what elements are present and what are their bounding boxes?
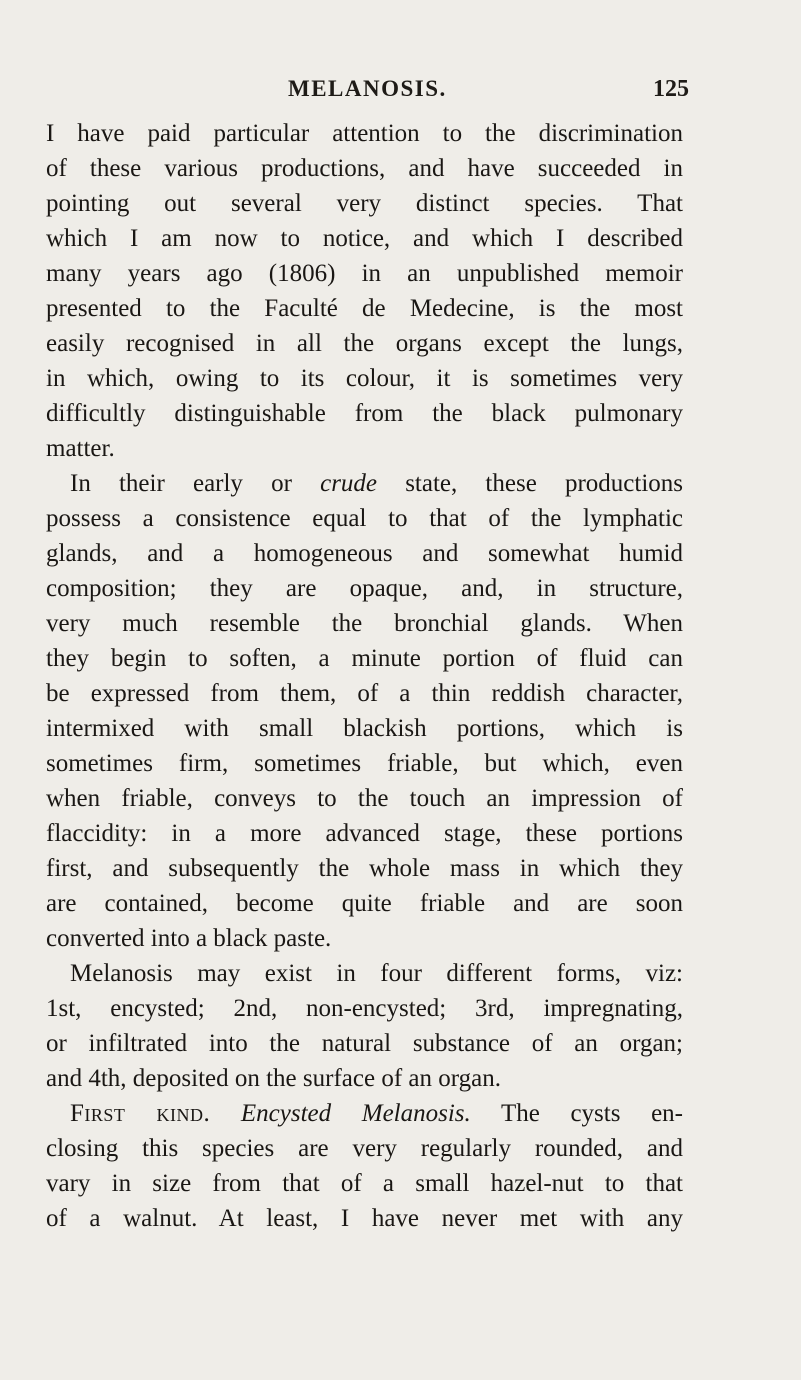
- text-line: are contained, become quite friable and are soon: [46, 890, 683, 917]
- text-line: in which, owing to its colour, it is sometimes very: [46, 365, 683, 392]
- text-line: presented to the Faculté de Medecine, is the most: [46, 295, 683, 322]
- text-line: when friable, conveys to the touch an impression of: [46, 785, 683, 812]
- text-line: many years ago (1806) in an unpublished memoir: [46, 260, 683, 287]
- text-line: vary in size from that of a small hazel-nut to that: [46, 1170, 683, 1197]
- running-head: [0, 76, 801, 112]
- text-line: first, and subsequently the whole mass in which they: [46, 855, 683, 882]
- text-segment: state, these productions: [405, 470, 684, 497]
- text-line: they begin to soften, a minute portion of fluid can: [46, 645, 683, 672]
- section-label: First kind.: [70, 1100, 211, 1127]
- text-line: easily recognised in all the organs except the lungs,: [46, 330, 683, 357]
- text-line: or infiltrated into the natural substance of an organ;: [46, 1030, 683, 1057]
- text-line: Melanosis may exist in four different forms, viz:: [70, 960, 683, 987]
- text-line: difficultly distinguishable from the black pulmonary: [46, 400, 683, 427]
- page-number: 125: [653, 76, 689, 102]
- text-line: [46, 1096, 683, 1131]
- text-line: glands, and a homogeneous and somewhat humid: [46, 540, 683, 567]
- text-line: sometimes firm, sometimes friable, but which, even: [46, 750, 683, 777]
- text-line: matter.: [46, 435, 115, 462]
- text-line: flaccidity: in a more advanced stage, these portions: [46, 820, 683, 847]
- text-line: converted into a black paste.: [46, 925, 332, 952]
- text-line: possess a consistence equal to that of the lymphatic: [46, 505, 683, 532]
- text-line: pointing out several very distinct species. That: [46, 190, 683, 217]
- italic-heading: Encysted Melanosis.: [240, 1100, 471, 1127]
- text-line: intermixed with small blackish portions, which is: [46, 715, 683, 742]
- text-line: closing this species are very regularly rounded, and: [46, 1135, 683, 1162]
- body-text: [46, 116, 683, 1236]
- text-line: and 4th, deposited on the surface of an organ.: [46, 1065, 501, 1092]
- text-line: [46, 466, 683, 501]
- text-segment: The cysts en-: [500, 1100, 683, 1127]
- text-line: of a walnut. At least, I have never met with any: [46, 1205, 683, 1232]
- text-line: which I am now to notice, and which I described: [46, 225, 683, 252]
- text-segment: In their early or: [70, 470, 292, 497]
- text-line: be expressed from them, of a thin reddish character,: [46, 680, 683, 707]
- running-title: MELANOSIS.: [288, 76, 447, 101]
- text-line: I have paid particular attention to the discrimination: [46, 120, 683, 147]
- text-line: very much resemble the bronchial glands. When: [46, 610, 683, 637]
- italic-term: crude: [320, 470, 378, 497]
- text-line: composition; they are opaque, and, in structure,: [46, 575, 683, 602]
- text-line: 1st, encysted; 2nd, non-encysted; 3rd, impregnating,: [46, 995, 683, 1022]
- text-line: of these various productions, and have succeeded in: [46, 155, 683, 182]
